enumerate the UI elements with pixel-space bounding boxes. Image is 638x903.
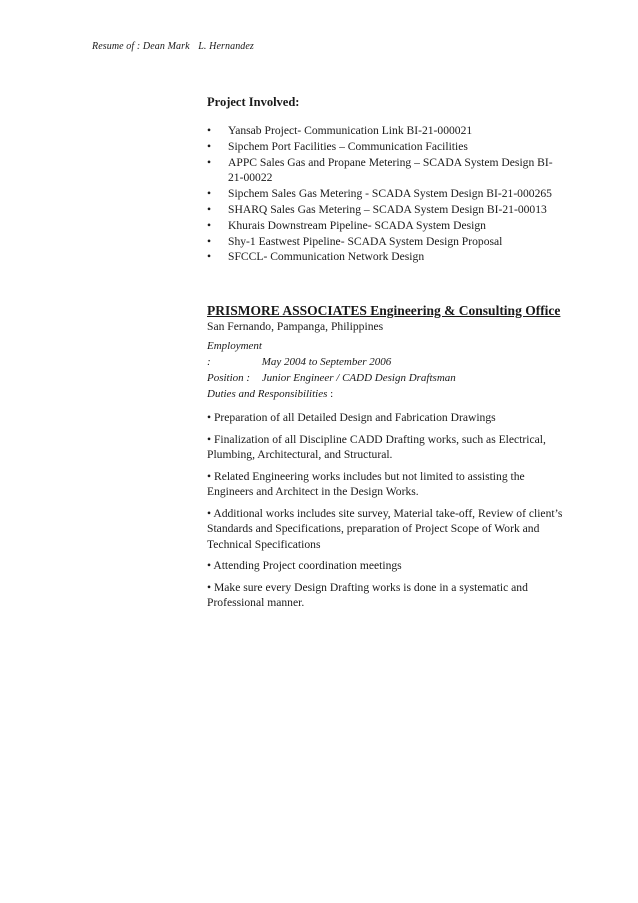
employment-label: Employment : [207,340,262,369]
resume-content [207,95,567,617]
duties-colon: : [327,388,334,401]
bullet-icon: • [207,124,212,137]
project-item: • Sipchem Port Facilities – Communication Facilities [207,139,468,153]
position-value: Junior Engineer / CADD Design Draftsman [261,372,456,385]
bullet-icon: • [207,139,212,153]
bullet-icon: • [207,250,212,264]
projects-list [207,123,567,265]
duty-item: • Attending Project coordination meetings [207,559,402,573]
project-item: • APPC Sales Gas and Propane Metering – SCADA System Design BI-21-00022 [207,155,553,185]
project-item: • SFCCL- Communication Network Design [207,250,425,264]
position-label: Position : [207,372,251,385]
projects-title: Project Involved: [207,95,300,109]
company-section [207,303,567,611]
project-item: • Yansab Project- Communication Link BI-21-000021 [207,124,473,137]
duties-list [207,410,567,611]
duties-label: Duties and Responsibilities [207,388,328,401]
project-item: • Khurais Downstream Pipeline- SCADA System Design [207,218,486,232]
bullet-icon: • [207,234,212,248]
bullet-icon: • [207,155,212,169]
employment-line [207,338,567,370]
page-header [92,41,254,52]
duty-item: • Preparation of all Detailed Design and Fabrication Drawings [207,411,496,425]
duty-item: • Related Engineering works includes but not limited to assisting the Engineers and Architect in the Design Works. [207,469,525,499]
project-item: • Sipchem Sales Gas Metering - SCADA System Design BI-21-000265 [207,187,552,201]
duty-item: • Additional works includes site survey, Material take-off, Review of client’s Standards and Specifications, preparation of Project Scope of Work and Technical Specifications [207,506,563,551]
company-name: PRISMORE ASSOCIATES Engineering & Consulting Office [207,303,561,319]
project-item: • Shy-1 Eastwest Pipeline- SCADA System Design Proposal [207,234,503,248]
header-name-first: Dean Mark [142,41,190,52]
bullet-icon: • [207,187,212,201]
duty-item: • Finalization of all Discipline CADD Drafting works, such as Electrical, Plumbing, Architectural, and Structural. [207,432,546,462]
header-name-last: Hernandez [209,41,254,52]
header-name-middle: L. [198,41,207,52]
duty-item: • Make sure every Design Drafting works is done in a systematic and Professional manner. [207,580,528,610]
bullet-icon: • [207,218,212,232]
employment-value: May 2004 to September 2006 [261,356,392,369]
company-location: San Fernando, Pampanga, Philippines [207,320,384,334]
position-line [207,370,567,386]
duties-heading [207,386,567,402]
project-item: • SHARQ Sales Gas Metering – SCADA System Design BI-21-00013 [207,202,547,216]
bullet-icon: • [207,202,212,216]
header-label: Resume of : [92,41,141,52]
